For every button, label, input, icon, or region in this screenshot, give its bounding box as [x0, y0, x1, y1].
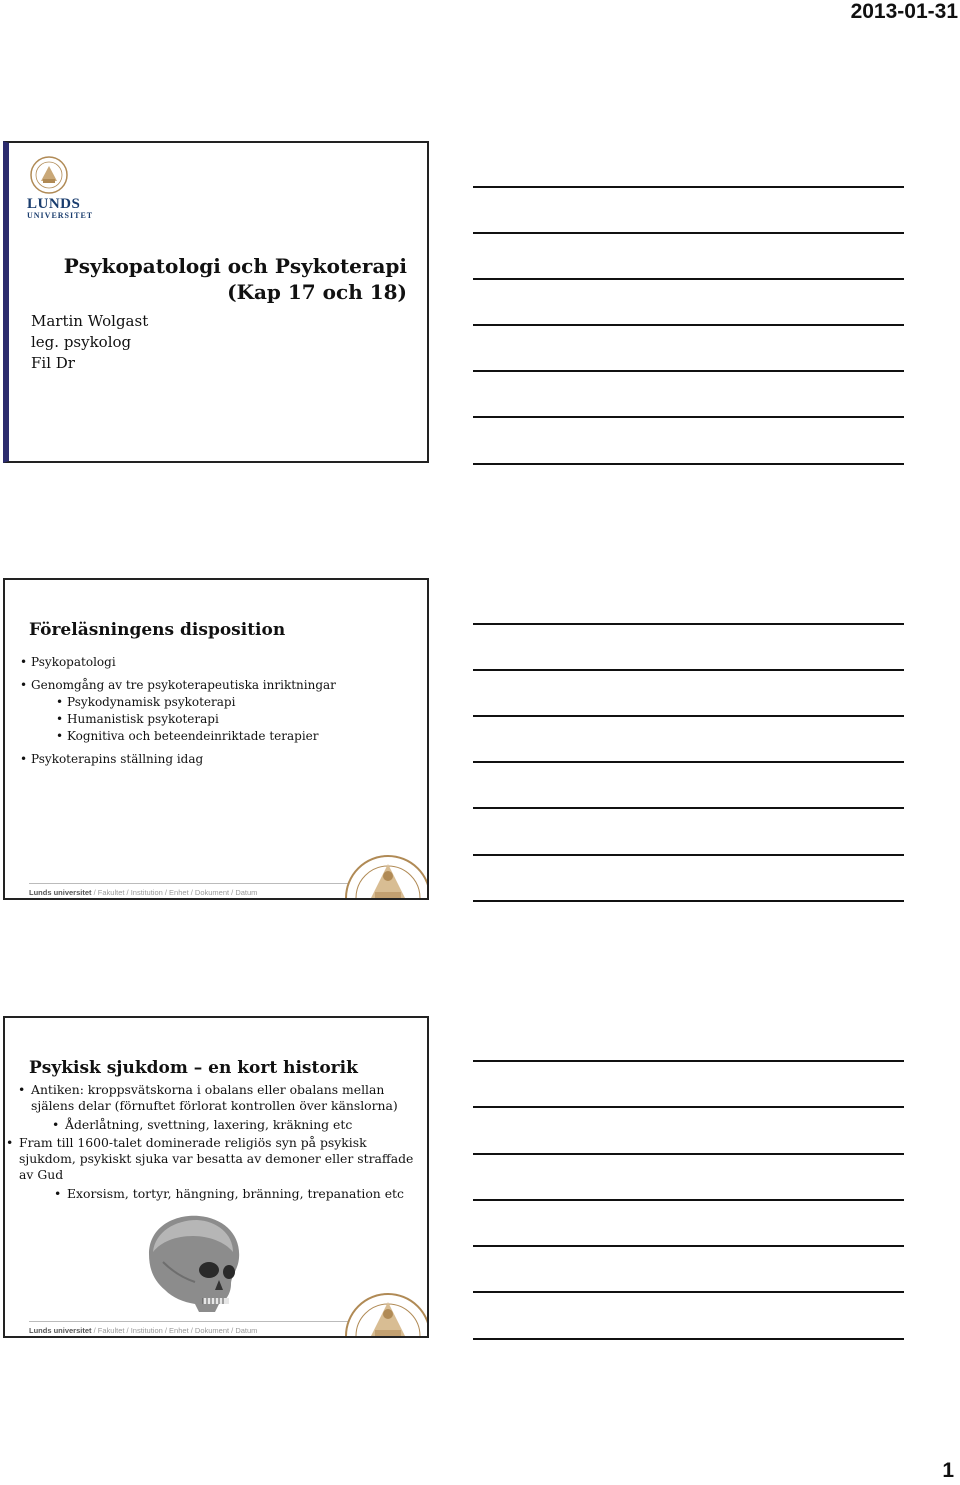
- bullet-subitem: • Åderlåtning, svettning, laxering, kräkning etc: [51, 1117, 427, 1133]
- title-line-1: Psykopatologi och Psykoterapi: [63, 254, 407, 278]
- note-line: [473, 854, 904, 856]
- note-line: [473, 1106, 904, 1108]
- bullet-subitem: • Psykodynamisk psykoterapi: [55, 694, 419, 711]
- note-line: [473, 1338, 904, 1340]
- bullet-subitem: • Humanistisk psykoterapi: [55, 711, 419, 728]
- skull-image: [143, 1212, 247, 1316]
- note-line: [473, 232, 904, 234]
- footer-divider: [29, 1321, 349, 1322]
- note-line: [473, 761, 904, 763]
- note-line: [473, 278, 904, 280]
- slide-2: [3, 578, 429, 900]
- logo-name: LUNDS: [27, 196, 81, 212]
- author-name: Martin Wolgast: [31, 312, 149, 330]
- footer-divider: [29, 883, 349, 884]
- author-block: [31, 311, 148, 374]
- slide-title: Psykisk sjukdom – en kort historik: [29, 1058, 358, 1078]
- author-title: leg. psykolog: [31, 333, 132, 351]
- note-line: [473, 715, 904, 717]
- note-line: [473, 416, 904, 418]
- footer-path: / Fakultet / Institution / Enhet / Dokument / Datum: [91, 1326, 258, 1335]
- title-line-2: (Kap 17 och 18): [227, 280, 407, 304]
- logo-sub-name: UNIVERSITET: [27, 211, 94, 220]
- bullet-item: • Fram till 1600-talet dominerade religiös syn på psykisk sjukdom, psykiskt sjuka var besatta av demoner eller straffade av Gud: [5, 1135, 427, 1183]
- slide-3: [3, 1016, 429, 1338]
- bullet-item: • Genomgång av tre psykoterapeutiska inriktningar: [19, 677, 419, 694]
- note-line: [473, 1291, 904, 1293]
- university-seal-icon: [343, 1274, 433, 1354]
- university-seal-icon: [27, 155, 71, 195]
- lund-university-logo: [27, 155, 94, 220]
- bullet-subitem: • Kognitiva och beteendeinriktade terapier: [55, 728, 419, 745]
- bullet-item: • Psykopatologi: [19, 654, 419, 671]
- slide-footer: [29, 888, 257, 897]
- note-line: [473, 1060, 904, 1062]
- note-line: [473, 370, 904, 372]
- bullet-list: [19, 654, 419, 768]
- bullet-item: • Antiken: kroppsvätskorna i obalans eller obalans mellan själens delar (förnuftet förlorat kontrollen över känslorna): [17, 1082, 427, 1114]
- document-date: 2013-01-31: [850, 0, 958, 23]
- note-line: [473, 1245, 904, 1247]
- bullet-item: • Psykoterapins ställning idag: [19, 751, 419, 768]
- footer-path: / Fakultet / Institution / Enhet / Dokument / Datum: [91, 888, 258, 897]
- footer-university: Lunds universitet: [29, 1326, 92, 1335]
- footer-university: Lunds universitet: [29, 888, 92, 897]
- note-line: [473, 463, 904, 465]
- page-number: 1: [942, 1459, 954, 1482]
- slide-1: [3, 141, 429, 463]
- note-line: [473, 1199, 904, 1201]
- bullet-subitem: • Exorsism, tortyr, hängning, bränning, trepanation etc: [53, 1186, 427, 1202]
- note-line: [473, 669, 904, 671]
- note-line: [473, 623, 904, 625]
- university-seal-icon: [343, 836, 429, 900]
- note-line: [473, 807, 904, 809]
- note-line: [473, 1153, 904, 1155]
- bullet-list: [17, 1082, 427, 1202]
- slide-title: [45, 253, 407, 305]
- author-degree: Fil Dr: [31, 354, 75, 372]
- note-line: [473, 324, 904, 326]
- note-line: [473, 186, 904, 188]
- note-line: [473, 900, 904, 902]
- slide-title: Föreläsningens disposition: [29, 620, 286, 640]
- slide-footer: [29, 1326, 257, 1335]
